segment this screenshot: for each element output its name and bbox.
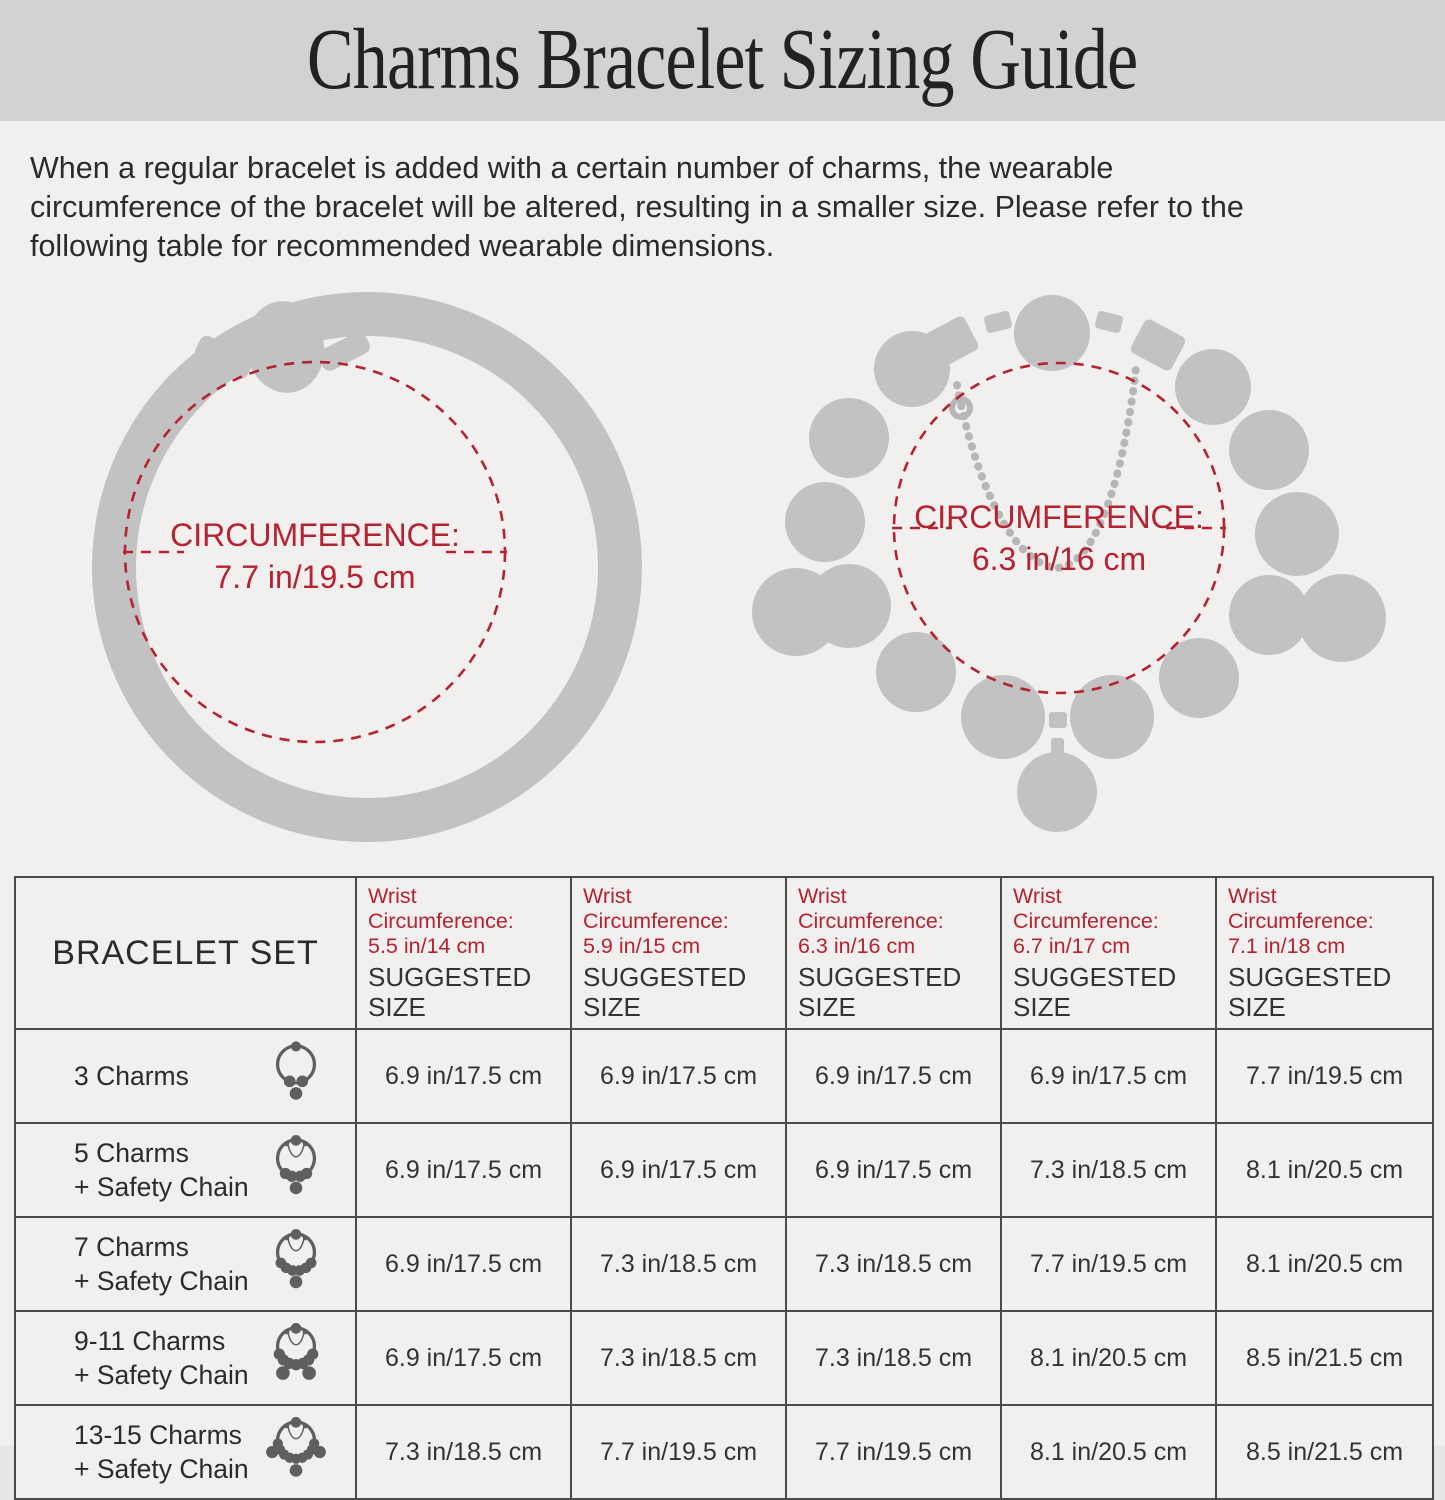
size-cell: 6.9 in/17.5 cm <box>356 1123 571 1217</box>
bracelet-9-11-charms-icon <box>263 1319 329 1397</box>
size-cell: 8.1 in/20.5 cm <box>1216 1123 1433 1217</box>
intro-line: circumference of the bracelet will be altered, resulting in a smaller size. Please refer to the <box>30 190 1244 224</box>
suggested-size-label: SUGGESTED SIZE <box>368 962 532 1022</box>
bracelet-set-cell <box>15 1405 356 1499</box>
table-row <box>15 1217 1433 1311</box>
bracelet-set-cell <box>15 1217 356 1311</box>
size-cell: 7.3 in/18.5 cm <box>786 1217 1001 1311</box>
suggested-size-label: SUGGESTED SIZE <box>1228 962 1392 1022</box>
charm-bracelet-illustration <box>740 280 1400 880</box>
row-label: + Safety Chain <box>74 1172 249 1202</box>
wrist-circumference-label: Wrist Circumference: <box>583 884 729 933</box>
plain-bracelet-circumference-label <box>155 514 475 598</box>
intro-line: When a regular bracelet is added with a certain number of charms, the wearable <box>30 151 1114 185</box>
size-cell: 8.5 in/21.5 cm <box>1216 1405 1433 1499</box>
page-title: Charms Bracelet Sizing Guide <box>307 11 1138 109</box>
size-cell: 7.7 in/19.5 cm <box>786 1405 1001 1499</box>
size-cell: 6.9 in/17.5 cm <box>356 1029 571 1123</box>
wrist-circumference-label: Wrist Circumference: <box>1013 884 1159 933</box>
table-row <box>15 1029 1433 1123</box>
size-cell: 7.3 in/18.5 cm <box>356 1405 571 1499</box>
circumference-value: 7.7 in/19.5 cm <box>214 559 416 595</box>
intro-line: following table for recommended wearable dimensions. <box>30 229 775 263</box>
row-label: + Safety Chain <box>74 1360 249 1390</box>
size-cell: 6.9 in/17.5 cm <box>786 1123 1001 1217</box>
size-cell: 7.3 in/18.5 cm <box>1001 1123 1216 1217</box>
size-cell: 7.7 in/19.5 cm <box>571 1405 786 1499</box>
size-cell: 7.3 in/18.5 cm <box>571 1217 786 1311</box>
column-header <box>356 877 571 1029</box>
sizing-table <box>14 876 1434 1500</box>
column-header <box>1216 877 1433 1029</box>
wrist-circumference-label: Wrist Circumference: <box>798 884 944 933</box>
table-row <box>15 1405 1433 1499</box>
size-cell: 6.9 in/17.5 cm <box>571 1029 786 1123</box>
size-cell: 7.7 in/19.5 cm <box>1216 1029 1433 1123</box>
column-header <box>571 877 786 1029</box>
row-label: 13-15 Charms <box>74 1420 242 1450</box>
size-cell: 7.7 in/19.5 cm <box>1001 1217 1216 1311</box>
bracelet-set-header: BRACELET SET <box>15 877 356 1029</box>
table-header-row <box>15 877 1433 1029</box>
size-cell: 8.1 in/20.5 cm <box>1001 1311 1216 1405</box>
column-header <box>786 877 1001 1029</box>
size-cell: 6.9 in/17.5 cm <box>356 1217 571 1311</box>
bracelet-set-cell <box>15 1029 356 1123</box>
wrist-circumference-value: 6.7 in/17 cm <box>1013 934 1131 958</box>
size-cell: 7.3 in/18.5 cm <box>571 1311 786 1405</box>
charm-bracelet-circumference-label <box>899 496 1219 580</box>
bracelet-3-charms-icon <box>263 1037 329 1115</box>
size-cell: 8.5 in/21.5 cm <box>1216 1311 1433 1405</box>
wrist-circumference-value: 5.5 in/14 cm <box>368 934 486 958</box>
size-cell: 6.9 in/17.5 cm <box>356 1311 571 1405</box>
bracelet-13-15-charms-icon <box>263 1413 329 1491</box>
size-cell: 8.1 in/20.5 cm <box>1001 1405 1216 1499</box>
header-band <box>0 0 1445 121</box>
bracelet-set-cell <box>15 1311 356 1405</box>
wrist-circumference-label: Wrist Circumference: <box>1228 884 1374 933</box>
row-label: 9-11 Charms <box>74 1326 226 1356</box>
size-cell: 8.1 in/20.5 cm <box>1216 1217 1433 1311</box>
circumference-caption: CIRCUMFERENCE: <box>914 499 1204 535</box>
bracelet-7-charms-icon <box>263 1225 329 1303</box>
table-row <box>15 1123 1433 1217</box>
column-header <box>1001 877 1216 1029</box>
charm-bracelet-graphic <box>740 280 1400 880</box>
circumference-value: 6.3 in/16 cm <box>971 541 1147 577</box>
wrist-circumference-value: 5.9 in/15 cm <box>583 934 701 958</box>
size-cell: 6.9 in/17.5 cm <box>571 1123 786 1217</box>
size-cell: 7.3 in/18.5 cm <box>786 1311 1001 1405</box>
size-cell: 6.9 in/17.5 cm <box>786 1029 1001 1123</box>
wrist-circumference-label: Wrist Circumference: <box>368 884 514 933</box>
wrist-circumference-value: 7.1 in/18 cm <box>1228 934 1346 958</box>
table-row <box>15 1311 1433 1405</box>
row-label: 7 Charms <box>74 1232 189 1262</box>
suggested-size-label: SUGGESTED SIZE <box>1013 962 1177 1022</box>
circumference-caption: CIRCUMFERENCE: <box>170 517 460 553</box>
row-label: + Safety Chain <box>74 1454 249 1484</box>
bracelet-set-cell <box>15 1123 356 1217</box>
wrist-circumference-value: 6.3 in/16 cm <box>798 934 916 958</box>
row-label: 5 Charms <box>74 1138 189 1168</box>
bracelet-5-charms-icon <box>263 1131 329 1209</box>
suggested-size-label: SUGGESTED SIZE <box>798 962 962 1022</box>
row-label: + Safety Chain <box>74 1266 249 1296</box>
size-cell: 6.9 in/17.5 cm <box>1001 1029 1216 1123</box>
suggested-size-label: SUGGESTED SIZE <box>583 962 747 1022</box>
intro-text <box>30 149 1244 266</box>
row-label: 3 Charms <box>74 1061 189 1091</box>
